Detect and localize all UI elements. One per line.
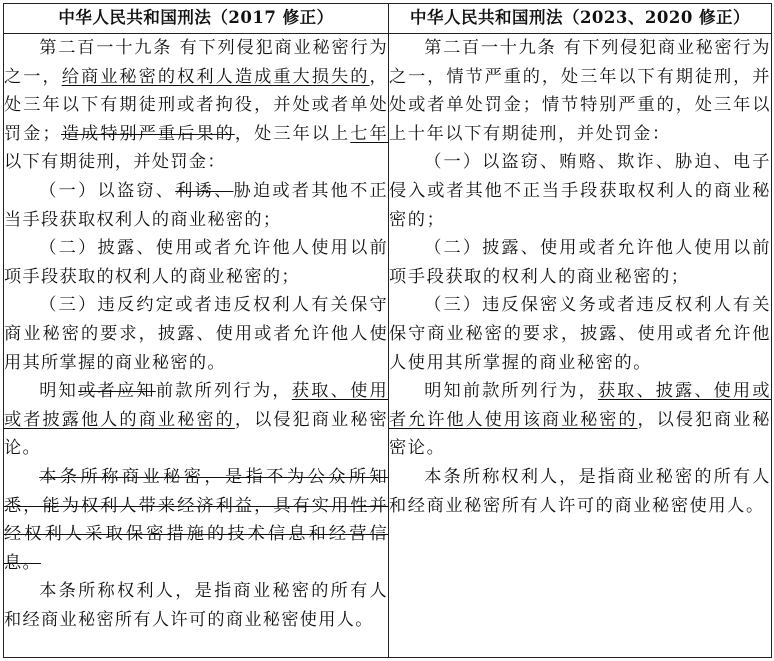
left-paragraph-2 bbox=[4, 177, 388, 234]
text-segment: 明知 bbox=[39, 381, 79, 402]
left-paragraph-1 bbox=[4, 34, 388, 177]
left-column bbox=[4, 34, 389, 658]
header-row bbox=[4, 4, 772, 34]
left-header: 中华人民共和国刑法（2017 修正） bbox=[4, 4, 389, 34]
text-segment: ，处三年以下有期徒刑或者拘役，并处或者单处罚金； bbox=[4, 66, 388, 144]
left-paragraph-6-deleted: 本条所称商业秘密，是指不为公众所知悉，能为权利人带来经济利益，具有实用性并经权利人采取保密措施的技术信息和经营信息。 bbox=[4, 466, 388, 573]
text-segment: ，处三年以上 bbox=[234, 123, 351, 144]
text-segment: 前款所列行为， bbox=[155, 381, 292, 402]
underlined-text: 七年 bbox=[350, 123, 388, 144]
right-paragraph-4: （三）违反保密义务或者违反权利人有关保守商业秘密的要求，披露、使用或者允许他人使用其所掌握的商业秘密的。 bbox=[389, 295, 771, 373]
underlined-text: 获取、披露、使用或者允许他人使用该商业秘密的 bbox=[389, 381, 771, 430]
deleted-text: 给商业秘密的权利人造成重大损失的 bbox=[61, 66, 370, 87]
left-paragraph-4: （三）违反约定或者违反权利人有关保守商业秘密的要求，披露、使用或者允许他人使用其所掌握的商业秘密的。 bbox=[4, 295, 388, 373]
deleted-text: 或者应知 bbox=[78, 381, 156, 402]
comparison-table bbox=[3, 3, 772, 658]
right-paragraph-2: （一）以盗窃、贿赂、欺诈、胁迫、电子侵入或者其他不正当手段获取权利人的商业秘密的； bbox=[389, 152, 771, 230]
left-paragraph-3: （二）披露、使用或者允许他人使用以前项手段获取的权利人的商业秘密的； bbox=[4, 238, 388, 287]
right-column bbox=[389, 34, 772, 658]
right-paragraph-3: （二）披露、使用或者允许他人使用以前项手段获取的权利人的商业秘密的； bbox=[389, 238, 771, 287]
text-segment: 以下有期徒刑，并处罚金： bbox=[4, 152, 226, 173]
text-segment: ，以侵犯商业秘密论。 bbox=[389, 409, 771, 459]
text-segment: 明知前款所列行为， bbox=[424, 381, 598, 402]
right-header: 中华人民共和国刑法（2023、2020 修正） bbox=[389, 4, 772, 34]
right-paragraph-6: 本条所称权利人，是指商业秘密的所有人和经商业秘密所有人许可的商业秘密使用人。 bbox=[389, 466, 771, 516]
right-paragraph-5 bbox=[389, 377, 771, 463]
right-paragraph-1: 第二百一十九条 有下列侵犯商业秘密行为之一，情节严重的，处三年以下有期徒刑，并处或者单处罚金；情节特别严重的，处三年以上十年以下有期徒刑，并处罚金： bbox=[389, 38, 771, 144]
deleted-text: 利诱、 bbox=[175, 180, 234, 201]
left-paragraph-7: 本条所称权利人，是指商业秘密的所有人和经商业秘密所有人许可的商业秘密使用人。 bbox=[4, 581, 388, 630]
text-segment: ，以侵犯商业秘密论。 bbox=[4, 409, 388, 459]
left-paragraph-5 bbox=[4, 377, 388, 463]
text-segment: 第二百一十九条 有下列侵犯商业秘密行为之一， bbox=[4, 38, 388, 87]
underlined-text: 获取、使用或者披露他人的商业秘密的 bbox=[4, 381, 388, 430]
deleted-text: 造成特别严重后果的 bbox=[60, 123, 235, 144]
text-segment: 胁迫或者其他不正当手段获取权利人的商业秘密的； bbox=[4, 180, 388, 230]
text-segment: （一）以盗窃、 bbox=[39, 180, 176, 201]
body-row bbox=[4, 34, 772, 658]
